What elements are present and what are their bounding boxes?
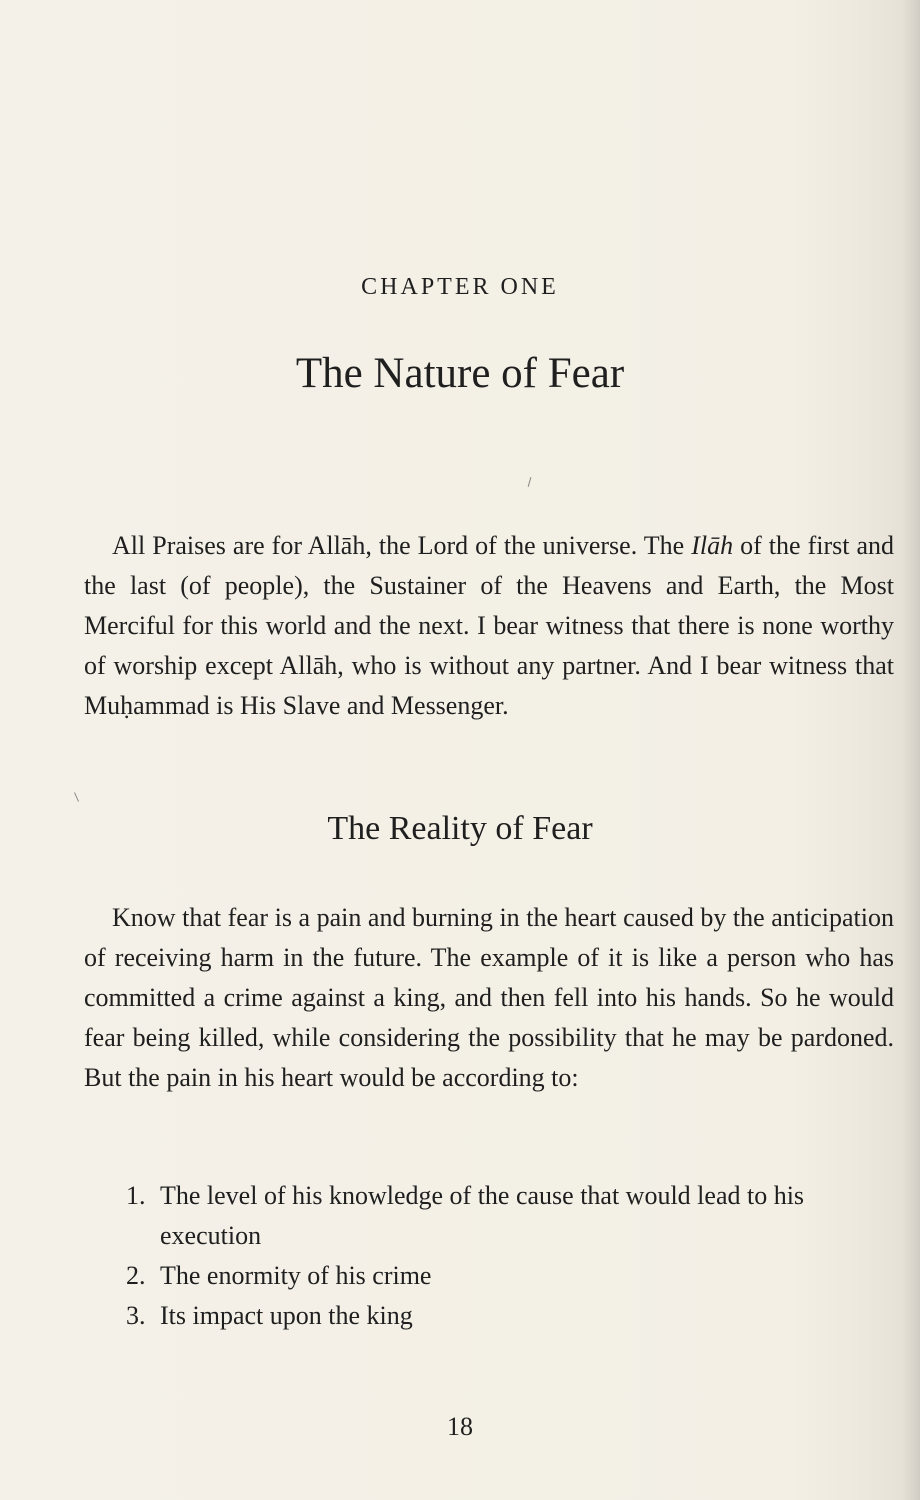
page-number: 18: [447, 1412, 473, 1441]
ilah-term: Ilāh: [691, 531, 734, 560]
stray-mark: [528, 477, 532, 487]
section-title: The Reality of Fear: [327, 810, 593, 847]
chapter-label: CHAPTER ONE: [361, 274, 559, 300]
list-item: [126, 1176, 896, 1256]
opening-paragraph: [84, 526, 894, 726]
list-number: 1.: [126, 1181, 146, 1210]
numbered-list: [126, 1176, 896, 1336]
section-paragraph-text: Know that fear is a pain and burning in the heart caused by the anticipation of receiving harm in the future. The example of it is like a person who has committed a crime against a king, and then fell into his hands. So he would fear being killed, while considering the possibility that he may be pardoned. But the pain in his heart would be according to:: [84, 903, 894, 1092]
section-paragraph: [84, 898, 894, 1098]
stray-mark: [74, 792, 79, 802]
list-number: 3.: [126, 1301, 146, 1330]
list-item: [126, 1296, 896, 1336]
list-text: Its impact upon the king: [160, 1301, 413, 1330]
list-text: The level of his knowledge of the cause that would lead to his execution: [160, 1181, 805, 1250]
list-number: 2.: [126, 1261, 146, 1290]
list-text: The enormity of his crime: [160, 1261, 432, 1290]
list-item: [126, 1256, 896, 1296]
opening-text-before-ilah: All Praises are for Allāh, the Lord of the universe. The: [112, 531, 692, 560]
opening-text-after-ilah: of the first and the last (of people), the Sustainer of the Heavens and Earth, the Most Merciful for this world and the next. I bear witness that there is none worthy of worship except Allāh, who is without any partner. And I bear witness that Muḥammad is His Slave and Messenger.: [84, 531, 894, 720]
chapter-title: The Nature of Fear: [295, 350, 625, 397]
